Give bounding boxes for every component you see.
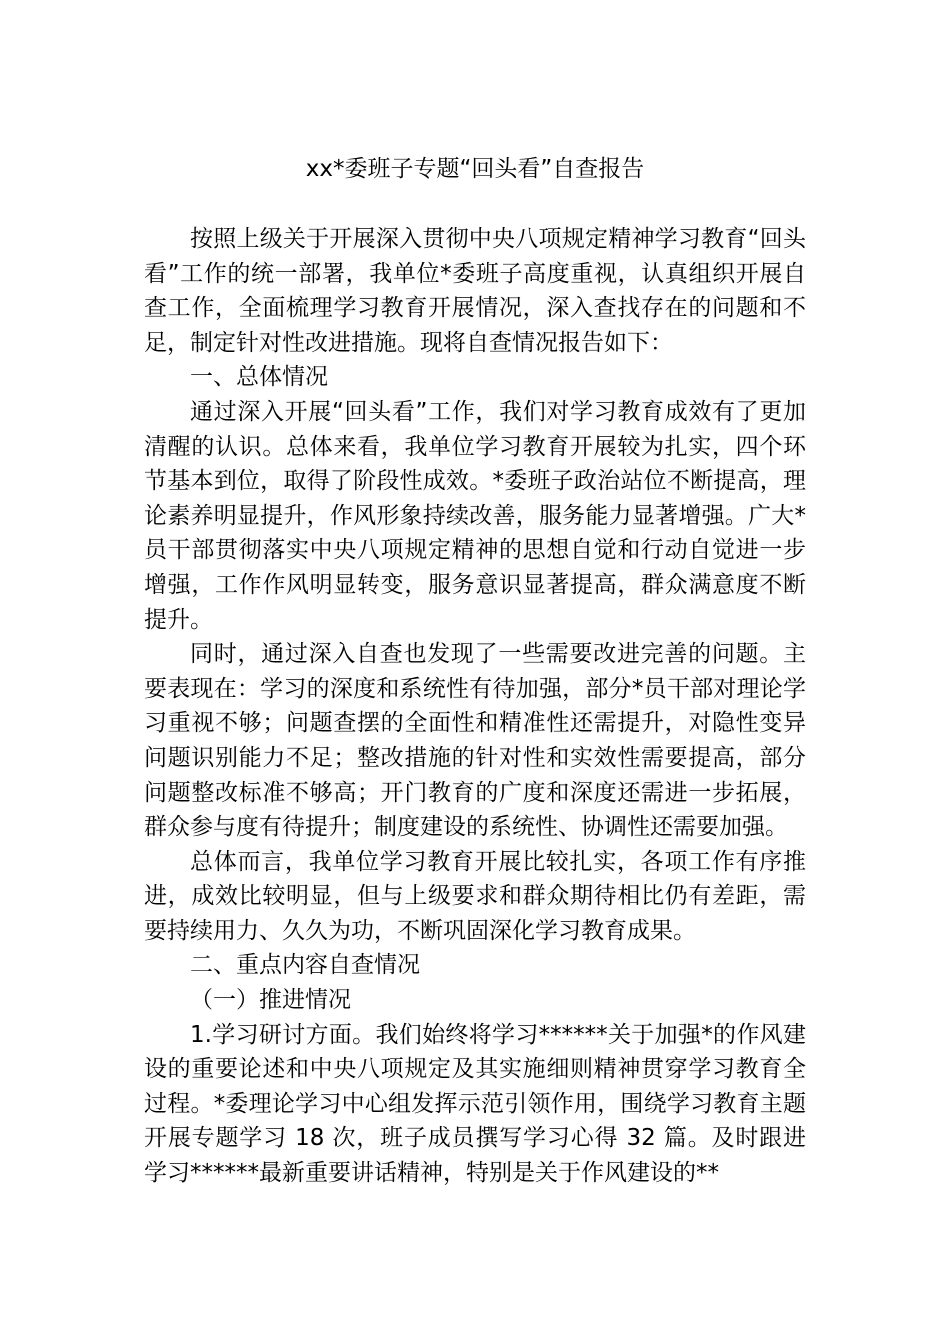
document-title: xx*委班子专题“回头看”自查报告 [305, 156, 645, 182]
body-paragraph: 同时，通过深入自查也发现了一些需要改进完善的问题。主要表现在：学习的深度和系统性有待加强，部分*员干部对理论学习重视不够；问题查摆的全面性和精准性还需提升，对隐性变异问题识别能力不足；整改措施的针对性和实效性需要提高，部分问题整改标准不够高；开门教育的广度和深度还需进一步拓展，群众参与度有待提升；制度建设的系统性、协调性还需要加强。 [144, 641, 806, 841]
subsection-heading-progress: （一）推进情况 [190, 987, 351, 1014]
section-heading-overall: 一、总体情况 [190, 364, 328, 391]
body-paragraph: 总体而言，我单位学习教育开展比较扎实，各项工作有序推进，成效比较明显，但与上级要求和群众期待相比仍有差距，需要持续用力、久久为功，不断巩固深化学习教育成果。 [144, 848, 806, 944]
body-paragraph: 1.学习研讨方面。我们始终将学习******关于加强*的作风建设的重要论述和中央八项规定及其实施细则精神贯穿学习教育全过程。*委理论学习中心组发挥示范引领作用，围绕学习教育主题开展专题学习 18 次，班子成员撰写学习心得 32 篇。及时跟进学习******最新重要讲话精神，特别是关于作风建设的** [144, 1021, 806, 1187]
intro-paragraph: 按照上级关于开展深入贯彻中央八项规定精神学习教育“回头看”工作的统一部署，我单位*委班子高度重视，认真组织开展自查工作，全面梳理学习教育开展情况，深入查找存在的问题和不足，制定针对性改进措施。现将自查情况报告如下： [144, 226, 806, 356]
document-body [144, 222, 806, 1191]
section-heading-key-content: 二、重点内容自查情况 [190, 952, 420, 979]
body-paragraph: 通过深入开展“回头看”工作，我们对学习教育成效有了更加清醒的认识。总体来看，我单位学习教育开展较为扎实，四个环节基本到位，取得了阶段性成效。*委班子政治站位不断提高，理论素养明显提升，作风形象持续改善，服务能力显著增强。广大*员干部贯彻落实中央八项规定精神的思想自觉和行动自觉进一步增强，工作作风明显转变，服务意识显著提高，群众满意度不断提升。 [144, 398, 806, 633]
